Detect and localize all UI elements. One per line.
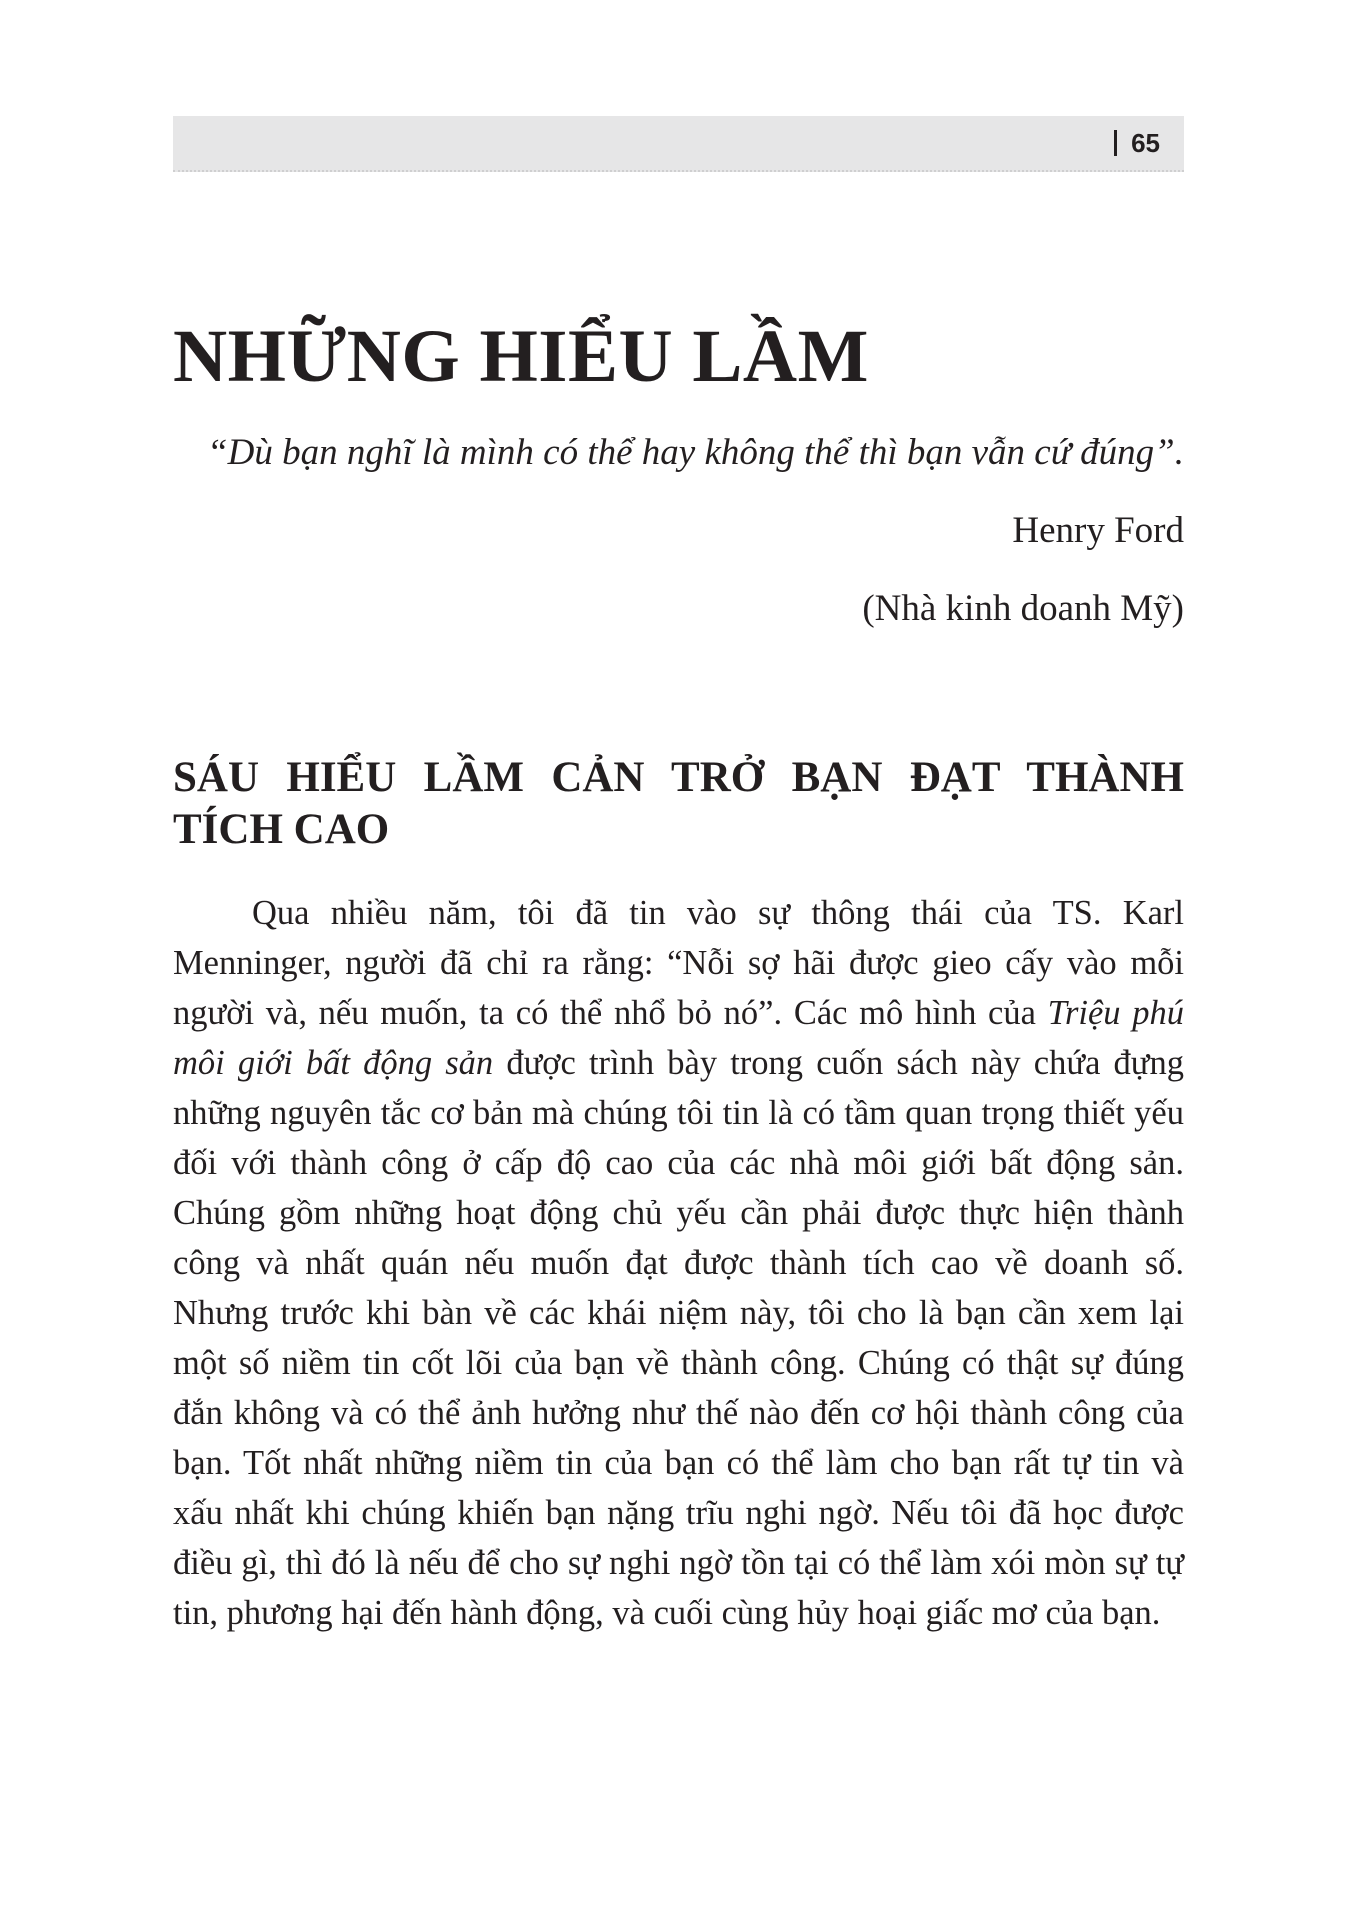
epigraph	[173, 428, 1184, 634]
epigraph-author-role: (Nhà kinh doanh Mỹ)	[862, 588, 1184, 629]
epigraph-quote: “Dù bạn nghĩ là mình có thể hay không thể thì bạn vẫn cứ đúng”.	[207, 432, 1184, 473]
book-title: Triệu phú môi giới bất động sản	[173, 994, 1185, 1082]
page-header-bar	[173, 116, 1184, 172]
body-text-part-1: Qua nhiều năm, tôi đã tin vào sự thông thái của TS. Karl Menninger, người đã chỉ ra rằng: “Nỗi sợ hãi được gieo cấy vào mỗi người và, nếu muốn, ta có thể nhổ bỏ nó”. Các mô hình của	[173, 894, 1184, 1032]
page-number: 65	[1131, 128, 1160, 158]
page-number-separator	[1114, 130, 1117, 156]
epigraph-author: Henry Ford	[1012, 510, 1184, 551]
chapter-title: NHỮNG HIỂU LẦM	[173, 315, 869, 398]
body-paragraph	[173, 888, 1184, 1638]
page-number-block	[1114, 129, 1160, 157]
body-text-part-2: được trình bày trong cuốn sách này chứa đựng những nguyên tắc cơ bản mà chúng tôi tin là có tầm quan trọng thiết yếu đối với thành công ở cấp độ cao của các nhà môi giới bất động sản. Chúng gồm những hoạt động chủ yếu cần phải được thực hiện thành công và nhất quán nếu muốn đạt được thành tích cao về doanh số. Nhưng trước khi bàn về các khái niệm này, tôi cho là bạn cần xem lại một số niềm tin cốt lõi của bạn về thành công. Chúng có thật sự đúng đắn không và có thể ảnh hưởng như thế nào đến cơ hội thành công của bạn. Tốt nhất những niềm tin của bạn có thể làm cho bạn rất tự tin và xấu nhất khi chúng khiến bạn nặng trĩu nghi ngờ. Nếu tôi đã học được điều gì, thì đó là nếu để cho sự nghi ngờ tồn tại có thể làm xói mòn sự tự tin, phương hại đến hành động, và cuối cùng hủy hoại giấc mơ của bạn.	[173, 1044, 1184, 1632]
section-heading: SÁU HIỂU LẦM CẢN TRỞ BẠN ĐẠT THÀNH TÍCH CAO	[173, 754, 1184, 853]
